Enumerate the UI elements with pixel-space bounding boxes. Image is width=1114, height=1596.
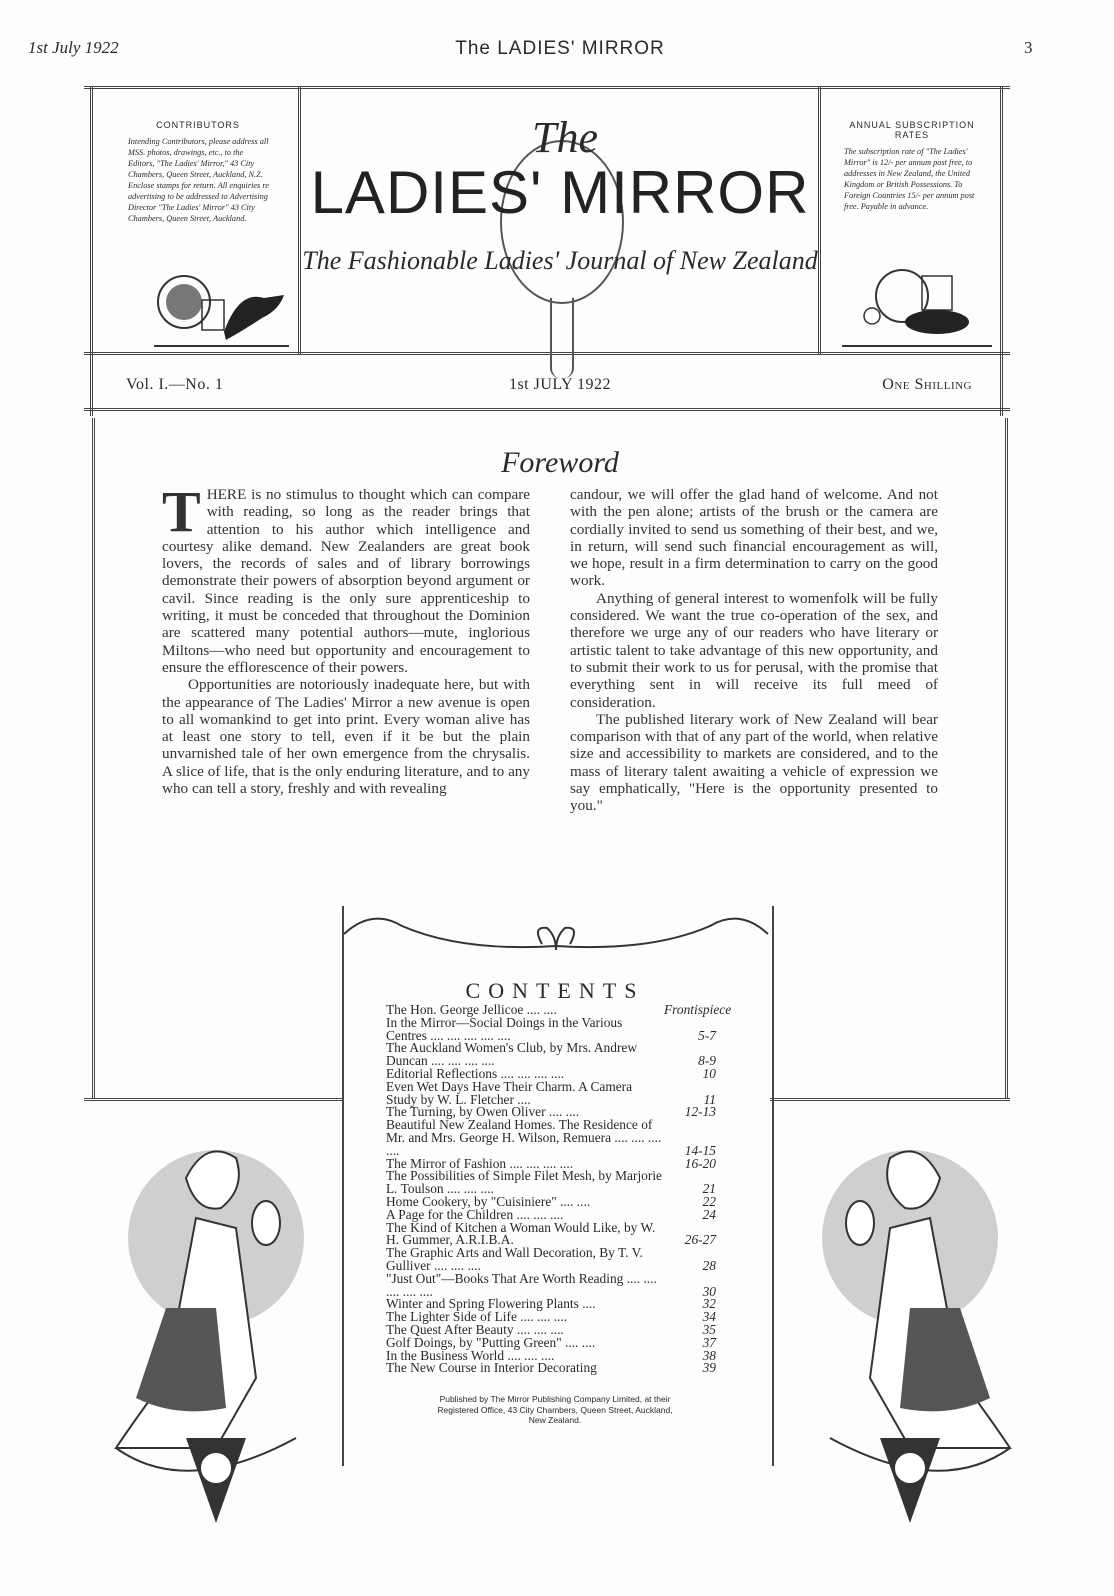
contents-item-title: Winter and Spring Flowering Plants .... bbox=[386, 1296, 596, 1312]
contents-item bbox=[386, 1270, 716, 1299]
contents-item bbox=[386, 1219, 716, 1248]
drop-cap: T bbox=[162, 479, 201, 544]
paragraph-text: HERE is no stimulus to thought which can compare with reading, so long as the reader brings that attention to his author which intelligence and courtesy alike demand. New Zealanders are great book lovers, the records of sales and of library borrowings demonstrate their powers of absorption beyond argument or cavil. Since reading is the only sure apprenticeship to writing, it must be conceded that throughout the Dominion are scattered many potential authors—mute, inglorious Miltons—who need but opportunity and encouragement to ensure the efflorescence of their powers. bbox=[162, 486, 530, 676]
contents-item-title: Golf Doings, by "Putting Green" .... .... bbox=[386, 1334, 596, 1350]
contents-item bbox=[386, 1362, 716, 1375]
contents-item-page: 26-27 bbox=[684, 1232, 716, 1248]
contents-item bbox=[386, 1119, 716, 1157]
contents-item bbox=[386, 1078, 716, 1107]
contents-item-title: The Kind of Kitchen a Woman Would Like, by W. H. Gummer, A.R.I.B.A. bbox=[386, 1219, 656, 1248]
masthead-the: The bbox=[532, 113, 598, 162]
contents-item-page: 37 bbox=[702, 1334, 716, 1350]
contents-item-page: 8-9 bbox=[698, 1053, 716, 1069]
contents-item-title: Beautiful New Zealand Homes. The Residence of Mr. and Mrs. George H. Wilson, Remuera .... .... .... .... bbox=[386, 1117, 662, 1158]
contents-item-page: 28 bbox=[702, 1257, 716, 1273]
contents-item bbox=[386, 1014, 716, 1043]
subscription-text: The subscription rate of "The Ladies' Mirror" is 12/- per annum post free, to addresses in New Zealand, the United Kingdom or British Possessions. To Foreign Countries 15/- per annum post free. Payable in advance. bbox=[844, 147, 975, 211]
contents-item-page: 10 bbox=[702, 1065, 716, 1081]
hand-mirror-handle bbox=[550, 298, 574, 378]
contents-item-page: 34 bbox=[702, 1309, 716, 1325]
masthead-tagline: The Fashionable Ladies' Journal of New Zealand bbox=[302, 246, 818, 275]
foreword-bottom-rule-left bbox=[84, 1098, 342, 1101]
contents-item-title: In the Mirror—Social Doings in the Various Centres .... .... .... .... .... bbox=[386, 1014, 623, 1043]
contents-item-title: The Turning, by Owen Oliver .... .... bbox=[386, 1104, 580, 1120]
contents-item-title: The Hon. George Jellicoe .... .... bbox=[386, 1002, 557, 1017]
masthead-top-rule bbox=[84, 86, 1010, 89]
contents-item-title: The Graphic Arts and Wall Decoration, By T. V. Gulliver .... .... .... bbox=[386, 1245, 643, 1273]
foreword-column-left bbox=[162, 479, 530, 798]
contents-item-page: 38 bbox=[702, 1347, 716, 1363]
contents-item-page: 5-7 bbox=[698, 1027, 716, 1043]
contents-item-page: 16-20 bbox=[684, 1155, 716, 1171]
contents-item-page: 11 bbox=[703, 1091, 716, 1107]
masthead-right-rule bbox=[1000, 86, 1003, 416]
issue-bar-rule bbox=[84, 408, 1010, 411]
contents-item bbox=[386, 1170, 716, 1196]
foreword-title: Foreword bbox=[501, 446, 619, 479]
contributors-heading: CONTRIBUTORS bbox=[156, 120, 240, 130]
contents-item-title: Home Cookery, by "Cuisiniere" .... .... bbox=[386, 1193, 591, 1209]
contents-item-title: Even Wet Days Have Their Charm. A Camera Study by W. L. Fletcher .... bbox=[386, 1078, 633, 1107]
contents-item-page: 39 bbox=[702, 1360, 716, 1376]
contents-item-title: The Possibilities of Simple Filet Mesh, by Marjorie L. Toulson .... .... .... bbox=[386, 1168, 662, 1197]
contents-title: CONTENTS bbox=[465, 978, 645, 1003]
foreword-paragraph: Anything of general interest to womenfolk will be fully considered. We want the true co-operation of the sex, and therefore we urge any of our readers who have literary or artistic talent to take advantage of this new opportunity, and to submit their work to us for perusal, with the promise that everything sent in will receive its full meed of consideration. bbox=[570, 589, 938, 711]
contents-item-page: 14-15 bbox=[684, 1142, 716, 1158]
foreword-paragraph: candour, we will offer the glad hand of welcome. And not with the pen alone; artists of the brush or the camera are cordially invited to send us something of their best, and we, in return, will send such financial encouragement as will, we hope, result in a firm determination to carry on the good work. bbox=[570, 486, 938, 590]
contents-item-page: 21 bbox=[702, 1181, 716, 1197]
subscription-heading: ANNUAL SUBSCRIPTION RATES bbox=[849, 120, 975, 140]
running-title: The LADIES' MIRROR bbox=[455, 38, 665, 59]
foreword-bottom-rule-right bbox=[770, 1098, 1010, 1101]
issue-price: One Shilling bbox=[882, 376, 972, 393]
contents-item-title: "Just Out"—Books That Are Worth Reading .... .... .... .... .... bbox=[386, 1270, 657, 1299]
contents-item-title: The Auckland Women's Club, by Mrs. Andrew Duncan .... .... .... .... bbox=[386, 1040, 638, 1069]
volume-number: Vol. I.—No. 1 bbox=[126, 376, 224, 393]
vanity-items-illustration bbox=[144, 250, 294, 350]
subscription-box bbox=[826, 104, 998, 350]
contents-item-title: The Lighter Side of Life .... .... .... bbox=[386, 1309, 568, 1325]
masthead-left-rule bbox=[90, 86, 93, 416]
lady-with-mirror-illustration-left bbox=[96, 1118, 326, 1528]
foreword-paragraph bbox=[162, 479, 530, 676]
contributors-box bbox=[104, 104, 292, 350]
contents-item-page: 22 bbox=[702, 1193, 716, 1209]
publisher-note: Published by The Mirror Publishing Company Limited, at their Registered Office, 43 City Chambers, Queen Street, Auckland, New Zealand. bbox=[437, 1394, 673, 1425]
contents-item-title: The New Course in Interior Decorating bbox=[386, 1360, 597, 1376]
contents-item bbox=[386, 1042, 716, 1068]
contents-item-title: The Mirror of Fashion .... .... .... .... bbox=[386, 1155, 574, 1171]
contributors-text: Intending Contributors, please address all MSS. photos, drawings, etc., to the Editors, "The Ladies' Mirror," 43 City Chambers, Queen Street, Auckland, N.Z. Enclose stamps for return. All enquiries re advertising to be addressed to Advertising Director "The Ladies' Mirror" 43 City Chambers, Queen Street, Auckland. bbox=[128, 137, 269, 223]
contents-item-title: In the Business World .... .... .... bbox=[386, 1347, 555, 1363]
contents-item-page: 32 bbox=[702, 1296, 716, 1312]
lady-with-mirror-illustration-right bbox=[800, 1118, 1030, 1528]
foreword-column-right bbox=[570, 486, 938, 815]
masthead-title: LADIES' MIRROR bbox=[310, 159, 810, 226]
running-date: 1st July 1922 bbox=[28, 38, 119, 57]
contents-item-title: A Page for the Children .... .... .... bbox=[386, 1206, 564, 1222]
masthead-lower-rule bbox=[84, 352, 1010, 355]
foreword-paragraph: Opportunities are notoriously inadequate here, but with the appearance of The Ladies' Mirror a new avenue is open to all womankind to get into print. Every woman alive has at least one story to tell, even if it be but the plain unvarnished tale of her own emergence from the chrysalis. A slice of life, that is the only enduring literature, and to any who can tell a story, freshly and with revealing bbox=[162, 676, 530, 798]
contents-item-title: The Quest After Beauty .... .... .... bbox=[386, 1321, 564, 1337]
contents-item-page: 24 bbox=[702, 1206, 716, 1222]
contents-item-page: 30 bbox=[702, 1283, 716, 1299]
contents-item-page: 35 bbox=[702, 1321, 716, 1337]
contents-item-title: Editorial Reflections .... .... .... .... bbox=[386, 1065, 565, 1081]
contents-item bbox=[386, 1247, 716, 1273]
contents-list bbox=[386, 1002, 732, 1376]
contents-scroll-flourish bbox=[342, 906, 770, 950]
foreword-paragraph: The published literary work of New Zealand will bear comparison with that of any part of the world, when relative size and accessibility to markets are considered, and to the mass of literary talent awaiting a vehicle of expression we say emphatically, "Here is the opportunity presented to you." bbox=[570, 710, 938, 815]
issue-date: 1st JULY 1922 bbox=[508, 376, 612, 393]
vanity-items-illustration-right bbox=[842, 254, 992, 350]
contents-item-page: Frontispiece bbox=[664, 1002, 732, 1017]
page-number: 3 bbox=[1024, 38, 1033, 57]
contents-item-page: 12-13 bbox=[684, 1104, 716, 1120]
